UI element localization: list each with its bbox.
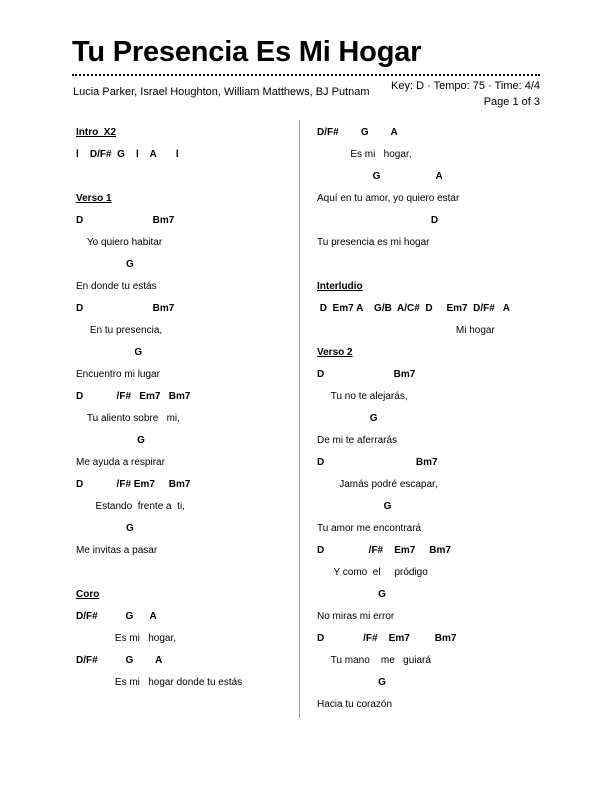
chord-line: G	[317, 501, 392, 512]
chord-line: D /F# Em7 Bm7	[76, 479, 191, 490]
chord-line: D	[317, 215, 439, 226]
chord-line: D /F# Em7 Bm7	[317, 633, 457, 644]
spacer	[317, 258, 542, 280]
chord-line: D Bm7	[76, 215, 175, 226]
section-heading: Interludio	[317, 281, 363, 292]
lyric-line: En tu presencia,	[76, 325, 163, 336]
right-column	[317, 126, 542, 720]
section-heading: Intro X2	[76, 127, 117, 138]
chord-line: D Bm7	[76, 303, 175, 314]
chord-line: G	[76, 259, 134, 270]
chord-line: G	[317, 589, 386, 600]
chord-line: D Bm7	[317, 457, 438, 468]
lyric-line: Y como el pródigo	[317, 567, 428, 578]
lyric-line: Tu amor me encontrará	[317, 523, 422, 534]
column-divider	[299, 120, 300, 718]
chord-line: G	[76, 523, 134, 534]
lyric-line: Hacia tu corazón	[317, 699, 393, 710]
chord-line: G	[76, 347, 143, 358]
lyric-line: No miras mi error	[317, 611, 395, 622]
lyric-line: Tu aliento sobre mi,	[76, 413, 180, 424]
lyric-line: Es mi hogar donde tu estás	[76, 677, 243, 688]
lyric-line: Mi hogar	[317, 325, 495, 336]
page-number: Page 1 of 3	[483, 96, 540, 108]
song-meta: Key: D · Tempo: 75 · Time: 4/4	[391, 80, 540, 92]
chord-line: D/F# G A	[76, 611, 157, 622]
lyric-line: Es mi hogar,	[76, 633, 177, 644]
lyric-line: Aquí en tu amor, yo quiero estar	[317, 193, 460, 204]
spacer	[76, 566, 291, 588]
lyric-line: Es mi hogar,	[317, 149, 412, 160]
chord-line: D Em7 A G/B A/C# D Em7 D/F# A	[317, 303, 511, 314]
song-title: Tu Presencia Es Mi Hogar	[72, 36, 422, 68]
chord-line: D /F# Em7 Bm7	[317, 545, 451, 556]
chord-line: D/F# G A	[317, 127, 398, 138]
spacer	[76, 170, 291, 192]
chord-line: D /F# Em7 Bm7	[76, 391, 191, 402]
lyric-line: Yo quiero habitar	[76, 237, 163, 248]
section-heading: Coro	[76, 589, 100, 600]
lyric-line: Tu presencia es mi hogar	[317, 237, 430, 248]
chord-line: G A	[317, 171, 443, 182]
chord-line: D/F# G A	[76, 655, 163, 666]
section-heading: Verso 2	[317, 347, 353, 358]
lyric-line: Estando frente a ti,	[76, 501, 185, 512]
chord-line: G	[317, 677, 386, 688]
lyric-line: Encuentro mi lugar	[76, 369, 160, 380]
chord-line: l D/F# G l A l	[76, 149, 179, 160]
chord-line: G	[317, 413, 378, 424]
lyric-line: Me ayuda a respirar	[76, 457, 165, 468]
lyric-line: De mi te aferrarás	[317, 435, 398, 446]
chord-line: G	[76, 435, 145, 446]
song-authors: Lucia Parker, Israel Houghton, William Matthews, BJ Putnam	[73, 86, 370, 98]
lyric-line: Jamás podré escapar,	[317, 479, 438, 490]
lyric-line: Tu no te alejarás,	[317, 391, 408, 402]
title-divider	[72, 74, 540, 76]
left-column	[76, 126, 291, 698]
lyric-line: En donde tu estás	[76, 281, 157, 292]
lyric-line: Me invitas a pasar	[76, 545, 158, 556]
section-heading: Verso 1	[76, 193, 112, 204]
chord-line: D Bm7	[317, 369, 416, 380]
lyric-line: Tu mano me guiará	[317, 655, 431, 666]
